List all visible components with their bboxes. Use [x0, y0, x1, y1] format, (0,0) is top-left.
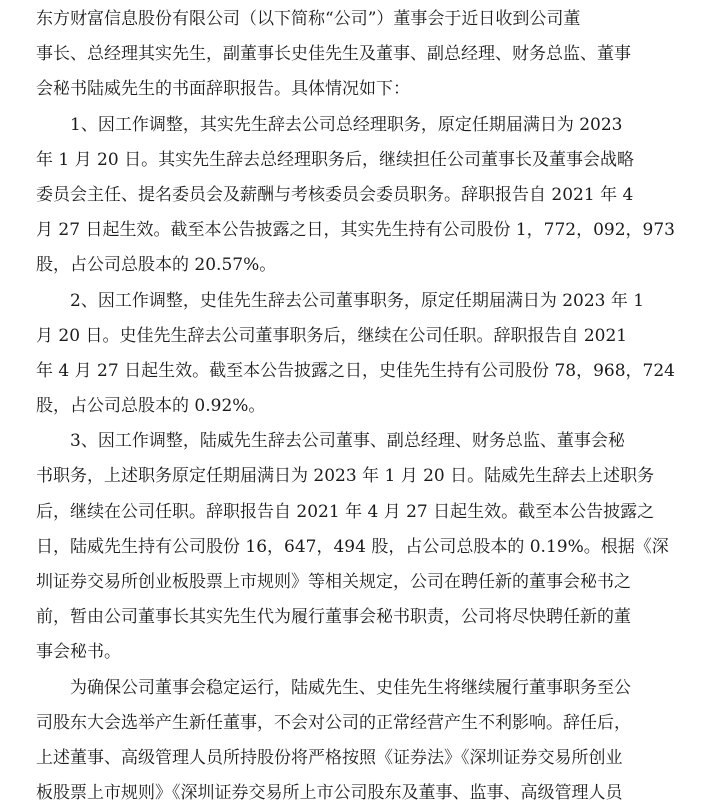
text-line: 事会秘书。 — [36, 642, 121, 663]
text-line: 1、因工作调整，其实先生辞去公司总经理职务，原定任期届满日为 2023 — [70, 114, 623, 135]
text-line: 年 4 月 27 日起生效。截至本公告披露之日，史佳先生持有公司股份 78，968，724 — [36, 360, 675, 381]
text-line: 东方财富信息股份有限公司（以下简称“公司”）董事会于近日收到公司董 — [36, 9, 581, 29]
text-line: 板股票上市规则》《深圳证券交易所上市公司股东及董事、监事、高级管理人员 — [36, 783, 623, 803]
text-line: 事长、总经理其实先生，副董事长史佳先生及董事、副总经理、财务总监、董事 — [36, 44, 631, 65]
text-line: 3、因工作调整，陆威先生辞去公司董事、副总经理、财务总监、董事会秘 — [70, 431, 625, 452]
text-line: 书职务，上述职务原定任期届满日为 2023 年 1 月 20 日。陆威先生辞去上述职务 — [36, 466, 655, 487]
text-line: 股，占公司总股本的 0.92%。 — [36, 396, 266, 416]
text-line: 后，继续在公司任职。辞职报告自 2021 年 4 月 27 日起生效。截至本公告披露之 — [36, 501, 655, 522]
text-line: 会秘书陆威先生的书面辞职报告。具体情况如下： — [36, 79, 410, 100]
text-line: 为确保公司董事会稳定运行，陆威先生、史佳先生将继续履行董事职务至公 — [70, 677, 631, 698]
text-line: 前，暂由公司董事长其实先生代为履行董事会秘书职责，公司将尽快聘任新的董 — [36, 607, 631, 628]
text-line: 股，占公司总股本的 20.57%。 — [36, 255, 277, 276]
text-line: 司股东大会选举产生新任董事，不会对公司的正常经营产生不利影响。辞任后， — [36, 712, 631, 733]
text-line: 年 1 月 20 日。其实先生辞去总经理职务后，继续担任公司董事长及董事会战略 — [36, 149, 635, 170]
text-line: 委员会主任、提名委员会及薪酬与考核委员会委员职务。辞职报告自 2021 年 4 — [36, 184, 634, 205]
text-line: 月 20 日。史佳先生辞去公司董事职务后，继续在公司任职。辞职报告自 2021 — [36, 325, 628, 346]
text-line: 圳证券交易所创业板股票上市规则》等相关规定，公司在聘任新的董事会秘书之 — [36, 571, 631, 592]
text-line: 上述董事、高级管理人员所持股份将严格按照《证券法》《深圳证券交易所创业 — [36, 747, 623, 768]
text-line: 2、因工作调整，史佳先生辞去公司董事职务，原定任期届满日为 2023 年 1 — [70, 290, 645, 311]
text-line: 日，陆威先生持有公司股份 16，647，494 股，占公司总股本的 0.19%。根据《深 — [36, 536, 669, 557]
text-line: 月 27 日起生效。截至本公告披露之日，其实先生持有公司股份 1，772，092，973 — [36, 220, 676, 241]
